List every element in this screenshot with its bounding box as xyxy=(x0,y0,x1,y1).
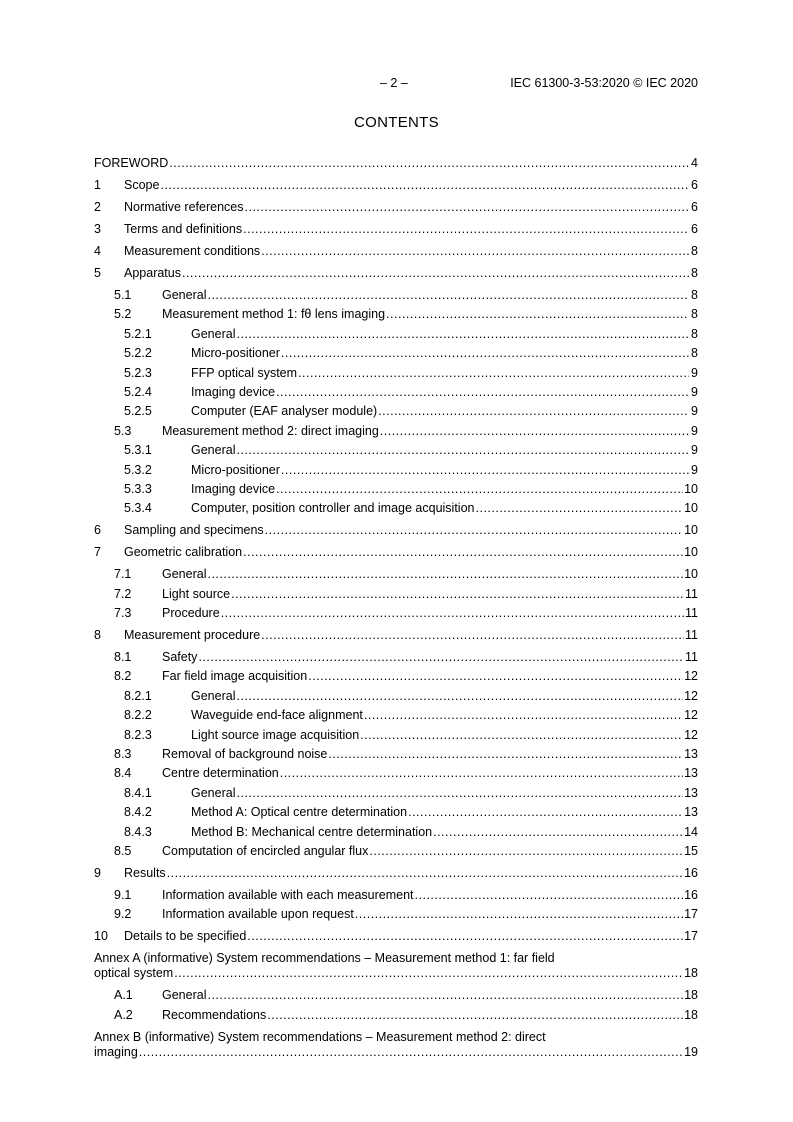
toc-entry-page: 15 xyxy=(684,843,698,858)
toc-entry-number: 5.2.4 xyxy=(124,384,152,399)
toc-entry-number: 8.3 xyxy=(114,747,132,762)
toc-entry-page: 8 xyxy=(691,326,698,341)
toc-entry-number: 5.3 xyxy=(114,423,132,438)
toc-entry-page: 16 xyxy=(684,865,698,880)
dot-leader xyxy=(139,1045,683,1060)
toc-entry-page: 9 xyxy=(691,365,698,380)
toc-entry-title: Micro-positioner xyxy=(191,346,280,361)
toc-entry-title: Safety xyxy=(162,650,198,665)
toc-entry[interactable] xyxy=(94,844,698,859)
toc-entry[interactable] xyxy=(94,929,698,944)
toc-entry-title: General xyxy=(191,688,236,703)
toc-entry-title: Sampling and specimens xyxy=(124,523,264,538)
toc-entry-title: Information available with each measurement xyxy=(162,887,414,902)
dot-leader xyxy=(265,523,683,538)
toc-entry-title: General xyxy=(191,326,236,341)
toc-entry-page: 8 xyxy=(691,244,698,258)
toc-entry-number: 7.3 xyxy=(114,606,132,621)
toc-entry-page: 4 xyxy=(691,156,698,170)
dot-leader xyxy=(174,966,683,981)
toc-entry-title: Information available upon request xyxy=(162,907,354,922)
toc-entry-number: 5.2.3 xyxy=(124,365,152,380)
toc-entry[interactable] xyxy=(94,545,698,560)
toc-entry-number: 3 xyxy=(94,222,101,236)
toc-entry-number: 2 xyxy=(94,200,101,214)
toc-entry[interactable] xyxy=(94,523,698,538)
toc-entry[interactable] xyxy=(94,766,698,781)
toc-entry-number: 8.2.3 xyxy=(124,727,152,742)
toc-entry[interactable] xyxy=(94,825,698,840)
toc-entry[interactable] xyxy=(94,606,698,621)
toc-entry-page: 8 xyxy=(691,266,698,280)
toc-entry-page: 8 xyxy=(691,307,698,322)
toc-entry[interactable] xyxy=(94,327,698,342)
toc-entry-title: Method A: Optical centre determination xyxy=(191,805,408,820)
dot-leader xyxy=(380,424,689,439)
toc-entry-title: Normative references xyxy=(124,200,244,214)
toc-entry-number: 8.2.2 xyxy=(124,708,152,723)
toc-entry[interactable] xyxy=(94,866,698,881)
dot-leader xyxy=(221,606,684,621)
toc-entry-page: 13 xyxy=(684,747,698,762)
toc-entry-page: 10 xyxy=(684,567,698,582)
dot-leader xyxy=(308,669,683,684)
toc-entry-number: 7.2 xyxy=(114,586,132,601)
toc-entry-title: Computer, position controller and image acquisition xyxy=(191,501,475,516)
toc-entry-number: 5.3.3 xyxy=(124,481,152,496)
toc-entry[interactable] xyxy=(94,689,698,704)
toc-entry-title-continuation: optical system xyxy=(94,966,174,981)
toc-entry-page: 10 xyxy=(684,523,698,538)
toc-entry-page: 17 xyxy=(684,929,698,944)
toc-entry-title: General xyxy=(191,443,236,458)
dot-leader xyxy=(355,907,683,922)
toc-entry-number: A.1 xyxy=(114,988,133,1003)
toc-entry-number: 8.2 xyxy=(114,669,132,684)
toc-entry-title: Measurement conditions xyxy=(124,244,261,258)
toc-entry[interactable] xyxy=(94,951,698,981)
toc-entry-page: 18 xyxy=(684,966,698,981)
toc-entry-page: 19 xyxy=(684,1044,698,1059)
dot-leader xyxy=(276,482,683,497)
toc-entry-number: 9 xyxy=(94,865,101,880)
toc-entry-title: Annex A (informative) System recommendations – Measurement method 1: far field xyxy=(94,951,555,966)
toc-entry-title: Imaging device xyxy=(191,481,276,496)
dot-leader xyxy=(281,346,689,361)
dot-leader xyxy=(364,708,683,723)
toc-entry-title: Computer (EAF analyser module) xyxy=(191,404,378,419)
dot-leader xyxy=(236,443,689,458)
toc-entry-title: Details to be specified xyxy=(124,929,247,944)
toc-entry-page: 8 xyxy=(691,346,698,361)
toc-entry-number: 5.2.2 xyxy=(124,346,152,361)
toc-entry-page: 12 xyxy=(684,727,698,742)
document-id: IEC 61300-3-53:2020 © IEC 2020 xyxy=(510,76,698,90)
dot-leader xyxy=(276,385,689,400)
toc-entry-title: Measurement procedure xyxy=(124,628,261,643)
toc-entry[interactable] xyxy=(94,288,698,303)
toc-entry-page: 9 xyxy=(691,384,698,399)
dot-leader xyxy=(167,866,683,881)
toc-entry-number: 8.1 xyxy=(114,650,132,665)
dot-leader xyxy=(298,366,689,381)
toc-entry-page: 13 xyxy=(684,766,698,781)
toc-entry-page: 14 xyxy=(684,824,698,839)
toc-entry-title: Imaging device xyxy=(191,384,276,399)
toc-entry-title: General xyxy=(191,785,236,800)
toc-entry-title: Micro-positioner xyxy=(191,462,280,477)
toc-entry[interactable] xyxy=(94,307,698,322)
dot-leader xyxy=(169,156,689,171)
toc-entry-page: 11 xyxy=(685,650,698,665)
toc-entry-title-continuation: imaging xyxy=(94,1044,138,1059)
toc-entry-page: 11 xyxy=(685,606,698,621)
toc-entry[interactable] xyxy=(94,786,698,801)
dot-leader xyxy=(328,747,683,762)
dot-leader xyxy=(207,288,689,303)
toc-entry-title: FOREWORD xyxy=(94,156,169,170)
toc-entry[interactable] xyxy=(94,366,698,381)
toc-entry-number: 9.1 xyxy=(114,887,132,902)
dot-leader xyxy=(261,628,684,643)
dot-leader xyxy=(160,178,689,193)
dot-leader xyxy=(207,988,683,1003)
toc-entry[interactable] xyxy=(94,669,698,684)
toc-entry[interactable] xyxy=(94,463,698,478)
dot-leader xyxy=(243,545,683,560)
toc-entry-page: 9 xyxy=(691,423,698,438)
toc-entry-title: Removal of background noise xyxy=(162,747,328,762)
toc-entry[interactable] xyxy=(94,424,698,439)
toc-entry-page: 18 xyxy=(684,988,698,1003)
toc-entry-number: 8.2.1 xyxy=(124,688,152,703)
toc-entry[interactable] xyxy=(94,907,698,922)
toc-entry[interactable] xyxy=(94,805,698,820)
toc-entry-number: 5.2.5 xyxy=(124,404,152,419)
toc-entry[interactable] xyxy=(94,628,698,643)
toc-entry-title: Light source xyxy=(162,586,231,601)
toc-entry[interactable] xyxy=(94,988,698,1003)
toc-entry-title: Computation of encircled angular flux xyxy=(162,843,369,858)
toc-entry-title: Apparatus xyxy=(124,266,181,280)
toc-entry-title: Geometric calibration xyxy=(124,545,243,560)
toc-entry-number: A.2 xyxy=(114,1007,133,1022)
toc-entry-number: 5.3.4 xyxy=(124,501,152,516)
toc-entry[interactable] xyxy=(94,650,698,665)
toc-entry-number: 5.2 xyxy=(114,307,132,322)
toc-entry[interactable] xyxy=(94,156,698,171)
toc-entry[interactable] xyxy=(94,266,698,281)
toc-entry-number: 8.4.3 xyxy=(124,824,152,839)
toc-entry[interactable] xyxy=(94,200,698,215)
toc-entry-title: General xyxy=(162,988,207,1003)
toc-entry[interactable] xyxy=(94,404,698,419)
toc-entry[interactable] xyxy=(94,222,698,237)
toc-entry-title: Procedure xyxy=(162,606,220,621)
toc-entry-page: 11 xyxy=(685,586,698,601)
toc-entry-number: 5.3.2 xyxy=(124,462,152,477)
toc-entry-title: Measurement method 2: direct imaging xyxy=(162,423,379,438)
toc-entry[interactable] xyxy=(94,1008,698,1023)
toc-entry-page: 13 xyxy=(684,785,698,800)
toc-entry[interactable] xyxy=(94,482,698,497)
toc-entry[interactable] xyxy=(94,747,698,762)
toc-entry-page: 6 xyxy=(691,178,698,192)
toc-entry-page: 9 xyxy=(691,462,698,477)
toc-entry[interactable] xyxy=(94,587,698,602)
toc-entry-page: 10 xyxy=(684,481,698,496)
dot-leader xyxy=(280,766,683,781)
dot-leader xyxy=(236,327,689,342)
toc-entry-number: 9.2 xyxy=(114,907,132,922)
toc-entry-title: Far field image acquisition xyxy=(162,669,308,684)
toc-entry-title: Waveguide end-face alignment xyxy=(191,708,363,723)
toc-entry-page: 12 xyxy=(684,708,698,723)
toc-entry-title: Measurement method 1: fθ lens imaging xyxy=(162,307,386,322)
toc-entry-page: 8 xyxy=(691,288,698,302)
toc-entry-page: 6 xyxy=(691,200,698,214)
toc-entry-number: 8.5 xyxy=(114,843,132,858)
toc-entry-number: 8.4.1 xyxy=(124,785,152,800)
toc-entry[interactable] xyxy=(94,501,698,516)
dot-leader xyxy=(198,650,684,665)
toc-entry-page: 10 xyxy=(684,545,698,560)
toc-entry-page: 10 xyxy=(684,501,698,516)
toc-entry-page: 6 xyxy=(691,222,698,236)
dot-leader xyxy=(267,1008,683,1023)
toc-entry-page: 9 xyxy=(691,404,698,419)
toc-entry-title: Centre determination xyxy=(162,766,279,781)
toc-entry[interactable] xyxy=(94,385,698,400)
dot-leader xyxy=(369,844,683,859)
toc-entry-title: Scope xyxy=(124,178,160,192)
dot-leader xyxy=(207,567,683,582)
toc-entry[interactable] xyxy=(94,443,698,458)
dot-leader xyxy=(182,266,689,281)
dot-leader xyxy=(415,888,684,903)
toc-entry[interactable] xyxy=(94,567,698,582)
toc-entry-title: Method B: Mechanical centre determination xyxy=(191,824,433,839)
dot-leader xyxy=(378,404,689,419)
toc-entry-title: Annex B (informative) System recommendations – Measurement method 2: direct xyxy=(94,1029,546,1044)
toc-entry-number: 1 xyxy=(94,178,101,192)
toc-entry-title: Results xyxy=(124,865,166,880)
dot-leader xyxy=(247,929,683,944)
toc-entry-number: 7 xyxy=(94,545,101,560)
toc-entry[interactable] xyxy=(94,728,698,743)
toc-entry-page: 12 xyxy=(684,669,698,684)
toc-entry-page: 17 xyxy=(684,907,698,922)
dot-leader xyxy=(476,501,684,516)
toc-entry-page: 9 xyxy=(691,443,698,458)
dot-leader xyxy=(243,222,689,237)
toc-entry-page: 16 xyxy=(684,887,698,902)
toc-entry-page: 11 xyxy=(685,628,698,643)
dot-leader xyxy=(281,463,689,478)
dot-leader xyxy=(236,786,683,801)
toc-entry[interactable] xyxy=(94,708,698,723)
toc-entry-number: 4 xyxy=(94,244,101,258)
dot-leader xyxy=(360,728,683,743)
toc-entry-title: General xyxy=(162,288,207,302)
toc-entry-number: 6 xyxy=(94,523,101,538)
contents-title: CONTENTS xyxy=(354,114,439,131)
toc-entry[interactable] xyxy=(94,244,698,259)
toc-entry-title: Light source image acquisition xyxy=(191,727,360,742)
toc-entry[interactable] xyxy=(94,1030,698,1060)
toc-entry[interactable] xyxy=(94,346,698,361)
toc-entry-number: 8.4.2 xyxy=(124,805,152,820)
toc-entry-title: Terms and definitions xyxy=(124,222,243,236)
toc-entry-title: Recommendations xyxy=(162,1007,267,1022)
table-of-contents xyxy=(94,156,698,1060)
toc-entry-number: 5 xyxy=(94,266,101,280)
toc-entry-page: 12 xyxy=(684,688,698,703)
toc-entry-number: 8.4 xyxy=(114,766,132,781)
page-number-label: – 2 – xyxy=(380,76,408,90)
toc-entry-page: 18 xyxy=(684,1007,698,1022)
dot-leader xyxy=(236,689,683,704)
dot-leader xyxy=(231,587,684,602)
dot-leader xyxy=(433,825,683,840)
toc-entry-page: 13 xyxy=(684,805,698,820)
toc-entry[interactable] xyxy=(94,178,698,193)
toc-entry-title: General xyxy=(162,567,207,582)
toc-entry-number: 5.2.1 xyxy=(124,326,152,341)
toc-entry-number: 8 xyxy=(94,628,101,643)
dot-leader xyxy=(386,307,689,322)
toc-entry-number: 5.1 xyxy=(114,288,132,302)
toc-entry-number: 10 xyxy=(94,929,108,944)
dot-leader xyxy=(261,244,689,259)
toc-entry-number: 7.1 xyxy=(114,567,132,582)
dot-leader xyxy=(408,805,683,820)
toc-entry[interactable] xyxy=(94,888,698,903)
toc-entry-number: 5.3.1 xyxy=(124,443,152,458)
dot-leader xyxy=(245,200,690,215)
toc-entry-title: FFP optical system xyxy=(191,365,298,380)
